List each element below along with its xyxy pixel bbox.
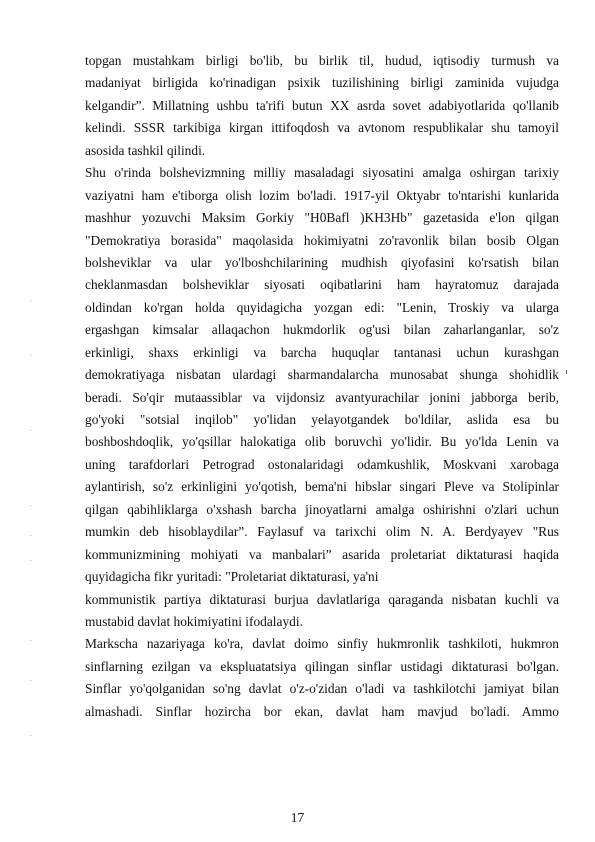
text-line: aylantirish, so'z erkinligini yo'qotish, bema'ni hibslar singari Pleve va Stolipinlar xyxy=(85,479,559,495)
text-line: boshboshdoqlik, yo'qsillar halokatiga olib boruvchi yo'lidir. Bu yo'lda Lenin va xyxy=(85,434,559,450)
margin-speck xyxy=(30,505,31,506)
margin-mark xyxy=(566,370,567,374)
text-line: ergashgan kimsalar allaqachon hukmdorlik og'usi bilan zaharlanganlar, so'z xyxy=(85,322,559,338)
text-line: quyidagicha fikr yuritadi: "Proletariat diktaturasi, ya'ni xyxy=(85,569,379,585)
margin-speck xyxy=(30,300,31,301)
text-line: beradi. So'qir mutaassiblar va vijdonsiz avantyurachilar jonini jabborga berib, xyxy=(85,389,559,405)
text-line: kelgandir”. Millatning ushbu ta'rifi butun XX asrda sovet adabiyotlarida qo'llanib xyxy=(85,97,559,113)
text-line: Markscha nazariyaga ko'ra, davlat doimo sinfiy hukmronlik tashkiloti, hukmron xyxy=(85,636,559,652)
text-line: almashadi. Sinflar hozircha bor ekan, davlat ham mavjud bo'ladi. Ammo xyxy=(85,703,559,719)
margin-speck xyxy=(30,535,31,536)
text-line: uning tarafdorlari Petrograd ostonalaridagi odamkushlik, Moskvani xarobaga xyxy=(85,456,559,472)
text-line: bolsheviklar va ular yo'lboshchilarining mudhish qiyofasini ko'rsatish bilan xyxy=(85,254,559,270)
text-line: asosida tashkil qilindi. xyxy=(85,142,206,158)
text-line: madaniyat birligida ko'rinadigan psixik tuzilishining birligi zaminida vujudga xyxy=(85,75,559,91)
text-line: oldindan ko'rgan holda quyidagicha yozgan edi: "Lenin, Troskiy va ularga xyxy=(85,299,559,315)
margin-speck xyxy=(30,680,31,681)
text-line: topgan mustahkam birligi bo'lib, bu birlik til, hudud, iqtisodiy turmush va xyxy=(85,53,559,68)
text-line: Shu o'rinda bolshevizmning milliy masaladagi siyosatini amalga oshirgan tarixiy xyxy=(85,165,559,181)
text-line: cheklanmasdan bolsheviklar siyosati oqibatlarini ham hayratomuz darajada xyxy=(85,277,559,293)
text-line: mustabid davlat hokimiyatini ifodalaydi. xyxy=(85,613,303,629)
margin-speck xyxy=(30,430,31,431)
margin-speck xyxy=(30,355,31,356)
text-line: mashhur yozuvchi Maksim Gorkiy "H0Bafl )KH3Hb" gazetasida e'lon qilgan xyxy=(85,210,559,226)
text-line: sinflarning ezilgan va ekspluatatsiya qilingan sinflar ustidagi diktaturasi bo'lgan. xyxy=(85,658,559,674)
text-line: kommunistik partiya diktaturasi burjua davlatlariga qaraganda nisbatan kuchli va xyxy=(85,591,559,607)
margin-speck xyxy=(30,640,31,641)
text-line: kelindi. SSSR tarkibiga kirgan ittifoqdosh va avtonom respublikalar shu tamoyil xyxy=(85,120,559,136)
text-line: qilgan qabihliklarga o'xshash barcha jinoyatlarni amalga oshirishni o'zlari uchun xyxy=(85,501,559,517)
margin-speck xyxy=(30,735,31,736)
text-line: go'yoki "sotsial inqilob" yo'lidan yelayotgandek bo'ldilar, aslida esa bu xyxy=(85,412,559,427)
text-line: kommunizmining mohiyati va manbalari” asarida proletariat diktaturasi haqida xyxy=(85,546,559,562)
page-number: 17 xyxy=(290,810,305,825)
text-line: erkinligi, shaxs erkinligi va barcha huquqlar tantanasi uchun kurashgan xyxy=(85,344,559,360)
text-line: "Demokratiya borasida" maqolasida hokimiyatni zo'ravonlik bilan bosib Olgan xyxy=(85,232,559,248)
text-line: vaziyatni ham e'tiborga olish lozim bo'ladi. 1917-yil Oktyabr to'ntarishi kunlarida xyxy=(85,187,559,203)
text-line: Sinflar yo'qolganidan so'ng davlat o'z-o'zidan o'ladi va tashkilotchi jamiyat bilan xyxy=(85,681,559,697)
body-text xyxy=(85,50,559,723)
text-line: mumkin deb hisoblaydilar”. Faylasuf va tarixchi olim N. A. Berdyayev "Rus xyxy=(85,524,559,540)
margin-speck xyxy=(30,560,31,561)
text-line: demokratiyaga nisbatan ulardagi sharmandalarcha munosabat shunga shohidlik xyxy=(85,367,559,383)
